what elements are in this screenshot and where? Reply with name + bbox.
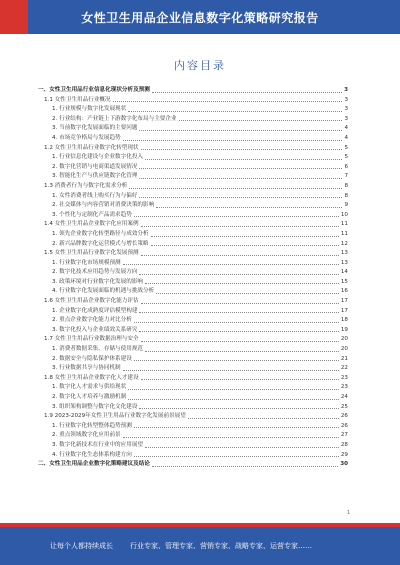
toc-entry[interactable] bbox=[38, 211, 348, 221]
toc-entry-page: 3 bbox=[344, 115, 348, 122]
toc-entry-title: 1.2 女性卫生用品行业数字化转型现状 bbox=[44, 144, 139, 151]
toc-entry-title: 1. 数字化人才需求与供给现状 bbox=[52, 384, 127, 391]
toc-entry-page: 8 bbox=[344, 182, 348, 189]
toc-leader-dots bbox=[139, 307, 338, 314]
toc-entry-page: 8 bbox=[344, 192, 348, 199]
toc-entry[interactable] bbox=[38, 307, 348, 317]
report-footer bbox=[0, 523, 400, 565]
toc-entry[interactable] bbox=[38, 86, 348, 96]
toc-entry[interactable] bbox=[38, 412, 348, 422]
toc-entry-page: 22 bbox=[340, 365, 348, 372]
toc-leader-dots bbox=[139, 124, 342, 131]
toc-leader-dots bbox=[141, 374, 339, 381]
footer-expert-list: 行业专家、管理专家、营销专家、战略专家、运营专家…… bbox=[130, 542, 312, 550]
toc-leader-dots bbox=[123, 259, 339, 266]
toc-entry-title: 3. 数字化新技术在行业中的应用展望 bbox=[52, 441, 144, 448]
toc-entry[interactable] bbox=[38, 134, 348, 144]
toc-entry[interactable] bbox=[38, 192, 348, 202]
toc-entry[interactable] bbox=[38, 96, 348, 106]
toc-entry-page: 28 bbox=[340, 441, 348, 448]
toc-leader-dots bbox=[188, 412, 339, 419]
toc-entry[interactable] bbox=[38, 297, 348, 307]
toc-entry-title: 2. 社交媒体与内容营销对消费决策的影响 bbox=[52, 202, 155, 209]
toc-entry[interactable] bbox=[38, 335, 348, 345]
toc-entry-page: 4 bbox=[344, 125, 348, 132]
toc-entry-page: 17 bbox=[340, 298, 348, 305]
toc-entry-title: 1.5 女性卫生用品行业数字化发展预测 bbox=[44, 250, 139, 257]
toc-leader-dots bbox=[141, 297, 339, 304]
toc-entry[interactable] bbox=[38, 240, 348, 250]
toc-leader-dots bbox=[134, 422, 339, 429]
toc-entry-page: 5 bbox=[344, 154, 348, 161]
toc-entry-page: 11 bbox=[340, 221, 348, 228]
toc-entry-title: 3. 数字化投入与企业绩效关系研究 bbox=[52, 326, 138, 333]
toc-leader-dots bbox=[141, 335, 339, 342]
toc-entry-title: 1. 领先企业数字化转型路径与成效分析 bbox=[52, 230, 149, 237]
toc-entry-page: 24 bbox=[340, 394, 348, 400]
toc-entry-page: 12 bbox=[340, 240, 348, 247]
toc-entry[interactable] bbox=[38, 460, 348, 470]
footer-slogan: 让每个人都持续成长 bbox=[50, 542, 113, 550]
toc-entry-page: 29 bbox=[340, 451, 348, 458]
toc-entry[interactable] bbox=[38, 441, 348, 451]
toc-leader-dots bbox=[139, 163, 342, 170]
toc-entry[interactable] bbox=[38, 278, 348, 288]
toc-leader-dots bbox=[123, 431, 339, 438]
toc-entry-page: 18 bbox=[340, 317, 348, 324]
toc-entry[interactable] bbox=[38, 345, 348, 355]
toc-entry-title: 1.7 女性卫生用品行业数据治理与安全 bbox=[44, 336, 139, 343]
toc-entry-title: 1. 企业数字化成熟度评估模型构建 bbox=[52, 307, 138, 314]
toc-entry-page: 6 bbox=[344, 163, 348, 170]
toc-entry[interactable] bbox=[38, 220, 348, 230]
toc-entry-page: 26 bbox=[340, 413, 348, 420]
toc-entry-title: 1. 行业信息化建设与企业数字化投入 bbox=[52, 154, 144, 161]
toc-entry[interactable] bbox=[38, 355, 348, 365]
table-of-contents bbox=[38, 86, 348, 470]
toc-entry-title: 3. 个性化与定制化产品需求趋势 bbox=[52, 211, 132, 218]
toc-entry-title: 3. 行业数据共享与协同机制 bbox=[52, 365, 121, 372]
toc-entry-page: 21 bbox=[340, 355, 348, 362]
toc-entry[interactable] bbox=[38, 326, 348, 336]
toc-entry-page: 13 bbox=[340, 250, 348, 257]
toc-leader-dots bbox=[139, 268, 338, 275]
toc-leader-dots bbox=[139, 192, 342, 199]
toc-entry[interactable] bbox=[38, 201, 348, 211]
toc-entry-page: 4 bbox=[344, 134, 348, 141]
toc-leader-dots bbox=[139, 403, 338, 410]
toc-entry[interactable] bbox=[38, 115, 348, 125]
toc-entry-page: 3 bbox=[344, 87, 348, 93]
toc-entry-title: 4. 行业数字化生态体系构建方向 bbox=[52, 451, 132, 458]
toc-entry[interactable] bbox=[38, 172, 348, 182]
toc-leader-dots bbox=[145, 153, 342, 160]
toc-entry-page: 16 bbox=[340, 288, 348, 295]
toc-entry[interactable] bbox=[38, 230, 348, 240]
toc-entry[interactable] bbox=[38, 393, 348, 403]
toc-leader-dots bbox=[151, 240, 339, 247]
toc-entry[interactable] bbox=[38, 124, 348, 134]
toc-entry-title: 1. 行业规模与数字化发展现状 bbox=[52, 106, 127, 113]
toc-leader-dots bbox=[139, 172, 342, 179]
toc-leader-dots bbox=[152, 86, 342, 93]
toc-entry-title: 2. 数字化技术应用趋势与发展方向 bbox=[52, 269, 138, 276]
toc-entry[interactable] bbox=[38, 422, 348, 432]
toc-entry-title: 2. 行业结构：产业链上下游数字化布局与主要企业 bbox=[52, 115, 177, 122]
toc-entry[interactable] bbox=[38, 383, 348, 393]
toc-entry-title: 一、女性卫生用品行业信息化现状分析及预测 bbox=[38, 87, 150, 93]
toc-entry-page: 20 bbox=[340, 346, 348, 353]
toc-entry-page: 17 bbox=[340, 307, 348, 314]
toc-entry-page: 3 bbox=[344, 96, 348, 103]
toc-entry[interactable] bbox=[38, 431, 348, 441]
toc-entry-page: 25 bbox=[340, 403, 348, 410]
toc-entry-title: 4. 行业数字化发展面临的机遇与挑战分析 bbox=[52, 288, 155, 295]
toc-entry-title: 2. 数据安全与隐私保护体系建设 bbox=[52, 355, 132, 362]
toc-leader-dots bbox=[141, 220, 339, 227]
toc-entry-title: 2. 新兴品牌数字化运营模式与增长策略 bbox=[52, 240, 149, 247]
toc-entry-page: 11 bbox=[340, 230, 348, 237]
toc-leader-dots bbox=[145, 345, 339, 352]
toc-leader-dots bbox=[156, 201, 342, 208]
toc-entry-title: 3. 政策环境对行业数字化发展的影响 bbox=[52, 278, 144, 285]
toc-entry[interactable] bbox=[38, 287, 348, 297]
toc-entry[interactable] bbox=[38, 163, 348, 173]
toc-entry-title: 1. 行业数字化市场规模预测 bbox=[52, 259, 121, 266]
toc-leader-dots bbox=[141, 144, 343, 151]
toc-leader-dots bbox=[139, 326, 338, 333]
toc-entry[interactable] bbox=[38, 403, 348, 413]
toc-entry-title: 1.1 女性卫生用品行业概况 bbox=[44, 96, 111, 103]
toc-entry-page: 19 bbox=[340, 326, 348, 333]
toc-entry-title: 1.6 女性卫生用品企业数字化能力评估 bbox=[44, 298, 139, 305]
toc-entry-page: 30 bbox=[340, 461, 348, 468]
toc-entry-page: 27 bbox=[340, 432, 348, 439]
toc-entry-title: 2. 数字化营销与电商渠道发展情况 bbox=[52, 163, 138, 170]
toc-entry[interactable] bbox=[38, 144, 348, 154]
toc-entry-page: 7 bbox=[344, 173, 348, 180]
toc-leader-dots bbox=[152, 460, 338, 467]
toc-entry-title: 2. 重点领域数字化应用前景 bbox=[52, 432, 121, 439]
toc-entry-page: 23 bbox=[340, 374, 348, 381]
toc-entry[interactable] bbox=[38, 259, 348, 269]
toc-entry-page: 15 bbox=[340, 278, 348, 285]
toc-leader-dots bbox=[134, 211, 339, 218]
toc-entry[interactable] bbox=[38, 374, 348, 384]
toc-entry[interactable] bbox=[38, 153, 348, 163]
toc-entry-page: 23 bbox=[340, 384, 348, 391]
toc-leader-dots bbox=[128, 383, 339, 390]
toc-entry[interactable] bbox=[38, 105, 348, 115]
toc-leader-dots bbox=[129, 182, 342, 189]
toc-entry-title: 1.4 女性卫生用品企业数字化应用案例 bbox=[44, 221, 139, 228]
toc-entry-page: 3 bbox=[344, 106, 348, 113]
toc-entry-title: 2. 重点企业数字化能力对比分析 bbox=[52, 317, 132, 324]
toc-entry-page: 20 bbox=[340, 336, 348, 343]
toc-entry[interactable] bbox=[38, 316, 348, 326]
toc-leader-dots bbox=[128, 105, 342, 112]
toc-entry-title: 4. 市场竞争格局与发展趋势 bbox=[52, 134, 121, 141]
toc-entry-title: 1. 行业数字化转型整体趋势预测 bbox=[52, 422, 132, 429]
report-header bbox=[0, 0, 400, 34]
toc-entry[interactable] bbox=[38, 268, 348, 278]
toc-entry[interactable] bbox=[38, 182, 348, 192]
toc-entry-title: 3. 智能化生产与供应链数字化管理 bbox=[52, 173, 138, 180]
toc-leader-dots bbox=[123, 134, 343, 141]
toc-leader-dots bbox=[134, 355, 339, 362]
toc-leader-dots bbox=[134, 451, 339, 458]
toc-entry-page: 26 bbox=[340, 422, 348, 429]
toc-entry-page: 5 bbox=[344, 144, 348, 151]
toc-entry-title: 3. 当前数字化发展面临的主要问题 bbox=[52, 125, 138, 132]
toc-entry-title: 1.3 消费者行为与数字化需求分析 bbox=[44, 182, 128, 189]
toc-entry-title: 1.9 2023-2029年女性卫生用品行业数字化发展前景展望 bbox=[44, 413, 186, 420]
toc-entry-title: 1. 消费者数据采集、存储与使用规范 bbox=[52, 346, 144, 353]
toc-entry-page: 14 bbox=[340, 269, 348, 276]
page-number: 1 bbox=[346, 510, 350, 516]
toc-leader-dots bbox=[141, 249, 339, 256]
toc-leader-dots bbox=[128, 393, 339, 400]
toc-entry-page: 9 bbox=[344, 202, 348, 209]
toc-leader-dots bbox=[134, 316, 339, 323]
toc-entry[interactable] bbox=[38, 364, 348, 374]
toc-leader-dots bbox=[156, 287, 339, 294]
toc-entry-title: 1. 女性消费者线上购买行为与偏好 bbox=[52, 192, 138, 199]
toc-leader-dots bbox=[145, 278, 339, 285]
toc-entry-page: 10 bbox=[340, 211, 348, 218]
toc-leader-dots bbox=[145, 441, 339, 448]
toc-entry-title: 二、女性卫生用品企业数字化策略建议及结论 bbox=[38, 461, 150, 468]
toc-leader-dots bbox=[123, 364, 339, 371]
toc-entry-title: 2. 数字化人才培养与激励机制 bbox=[52, 394, 127, 400]
toc-entry-title: 1.8 女性卫生用品企业数字化人才建设 bbox=[44, 374, 139, 381]
toc-leader-dots bbox=[151, 230, 339, 237]
toc-entry-title: 3. 组织架构调整与数字化文化建设 bbox=[52, 403, 138, 410]
toc-entry-page: 13 bbox=[340, 259, 348, 266]
toc-leader-dots bbox=[113, 96, 343, 103]
toc-entry[interactable] bbox=[38, 249, 348, 259]
toc-entry[interactable] bbox=[38, 451, 348, 461]
report-title: 女性卫生用品企业信息数字化策略研究报告 bbox=[81, 11, 319, 25]
toc-leader-dots bbox=[179, 115, 343, 122]
page-title: 内容目录 bbox=[174, 59, 226, 72]
